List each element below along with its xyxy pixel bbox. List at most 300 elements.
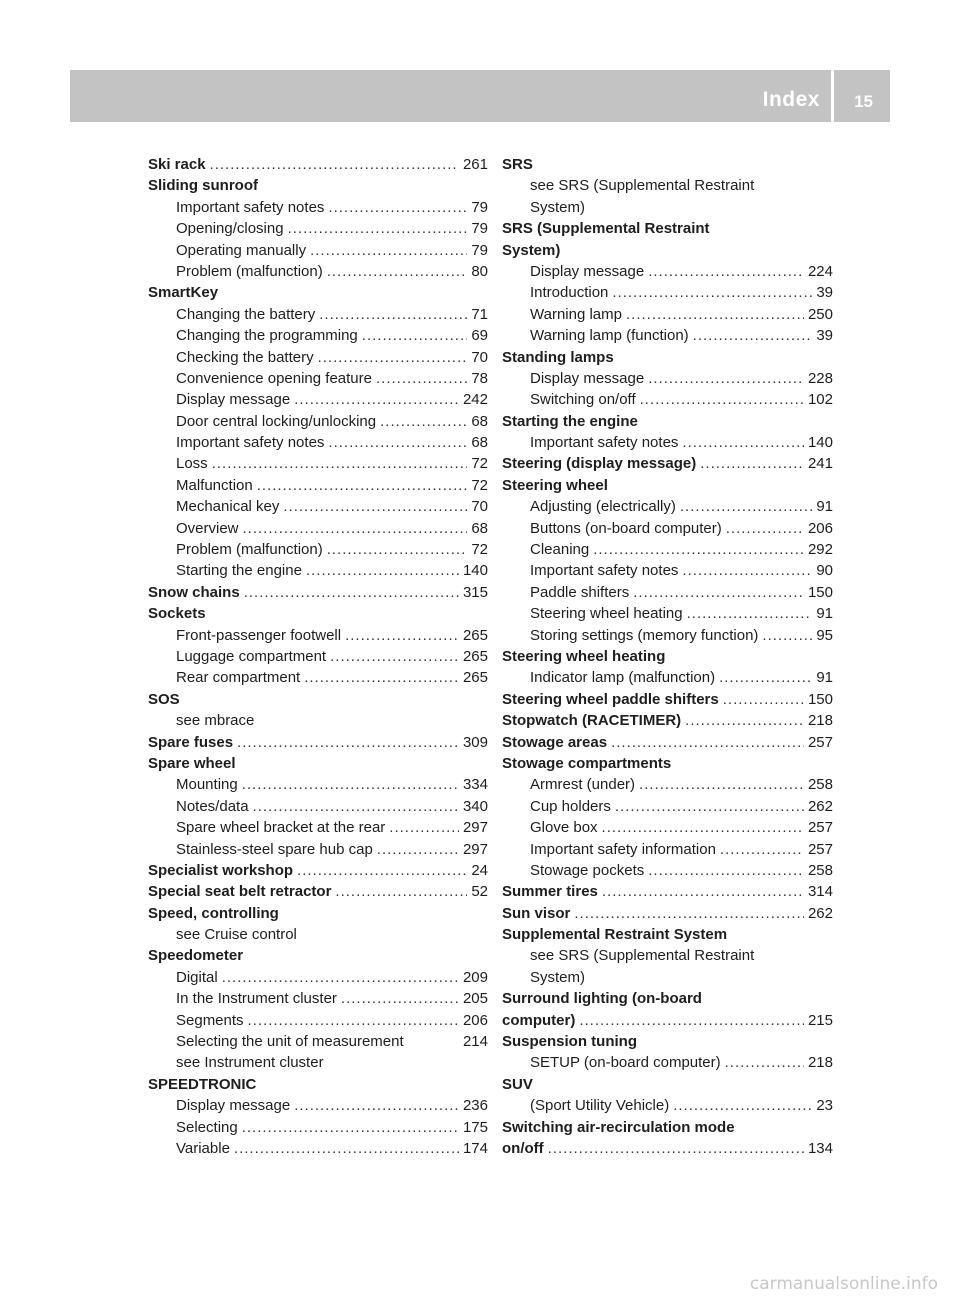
index-subentry: [148, 197, 488, 218]
page-ref: 224: [807, 262, 833, 280]
entry-text: Spare wheel bracket at the rear: [176, 819, 386, 837]
index-subentry: [148, 218, 488, 239]
leader-dots: [341, 988, 459, 1009]
page-ref: 261: [462, 156, 488, 173]
index-subentry: [502, 368, 833, 389]
leader-dots: [700, 453, 804, 474]
index-subentry: [148, 261, 488, 282]
index-entry: [148, 945, 488, 966]
leader-dots: [639, 774, 804, 795]
index-subentry: [502, 175, 833, 196]
leader-dots: [593, 539, 804, 560]
page-ref: 262: [807, 797, 833, 815]
page-ref: 140: [807, 434, 833, 452]
entry-text: Spare wheel: [148, 754, 236, 772]
entry-text: Sockets: [148, 605, 206, 623]
entry-text: Storing settings (memory function): [530, 626, 759, 644]
entry-text: Steering wheel heating: [530, 605, 683, 623]
entry-text: Speed, controlling: [148, 904, 279, 922]
entry-text: Cleaning: [530, 541, 590, 559]
page-ref: 334: [462, 776, 488, 794]
index-subentry: [148, 1095, 488, 1116]
entry-text: Changing the programming: [176, 327, 358, 345]
leader-dots: [330, 646, 459, 667]
page-ref: 79: [471, 198, 488, 216]
index-entry: [148, 603, 488, 624]
leader-dots: [243, 518, 468, 539]
index-subentry: [148, 1117, 488, 1138]
entry-text: Snow chains: [148, 583, 240, 601]
page-ref: 95: [816, 626, 833, 644]
entry-text: Important safety notes: [530, 562, 679, 580]
index-entry: [148, 175, 488, 196]
index-subentry: [148, 1138, 488, 1159]
leader-dots: [294, 1095, 459, 1116]
leader-dots: [719, 667, 812, 688]
leader-dots: [253, 796, 459, 817]
page-ref: 80: [471, 262, 488, 280]
index-entry: [502, 475, 833, 496]
index-entry: [502, 154, 833, 175]
page-header: [70, 70, 890, 122]
index-subentry: [148, 368, 488, 389]
entry-text: Buttons (on-board computer): [530, 519, 722, 537]
entry-text: SRS (Supplemental Restraint: [502, 220, 710, 238]
entry-text: computer): [502, 1011, 576, 1029]
index-subentry: [148, 667, 488, 688]
entry-text: Steering wheel: [502, 476, 608, 494]
index-entry: [502, 1117, 833, 1138]
entry-text: Variable: [176, 1139, 230, 1157]
page-ref: 265: [462, 669, 488, 687]
page-ref: 175: [462, 1118, 488, 1136]
page-ref: 68: [471, 434, 488, 452]
entry-text: Switching air-recirculation mode: [502, 1118, 735, 1136]
index-subentry: [148, 560, 488, 581]
entry-text: Cup holders: [530, 797, 611, 815]
leader-dots: [327, 539, 468, 560]
entry-text: Mounting: [176, 776, 238, 794]
page-ref: 215: [807, 1011, 833, 1029]
page-ref: 309: [462, 733, 488, 751]
index-entry: [148, 689, 488, 710]
page-ref: 174: [462, 1139, 488, 1157]
leader-dots: [640, 389, 804, 410]
page-ref: 205: [462, 990, 488, 1008]
page-ref: 214: [462, 1033, 488, 1051]
leader-dots: [345, 625, 459, 646]
page-ref: 23: [816, 1097, 833, 1115]
entry-text: System): [502, 241, 561, 259]
index-subentry: [502, 1052, 833, 1073]
entry-text: SOS: [148, 690, 180, 708]
leader-dots: [304, 667, 459, 688]
leader-dots: [682, 560, 812, 581]
leader-dots: [319, 304, 467, 325]
entry-text: Ski rack: [148, 156, 206, 173]
entry-text: Problem (malfunction): [176, 541, 323, 559]
entry-text: Starting the engine: [176, 562, 302, 580]
entry-text: Important safety information: [530, 840, 716, 858]
entry-text: Introduction: [530, 284, 609, 302]
entry-text: Adjusting (electrically): [530, 498, 676, 516]
entry-text: Segments: [176, 1011, 244, 1029]
entry-text: Display message: [530, 262, 645, 280]
index-subentry: [148, 240, 488, 261]
index-subentry: [148, 710, 488, 731]
leader-dots: [633, 582, 804, 603]
leader-dots: [611, 732, 804, 753]
entry-text: Display message: [176, 1097, 291, 1115]
index-entry: [502, 689, 833, 710]
entry-text: Loss: [176, 455, 208, 473]
leader-dots: [257, 475, 468, 496]
index-subentry: [502, 796, 833, 817]
page-ref: 70: [471, 498, 488, 516]
index-subentry: [502, 839, 833, 860]
leader-dots: [726, 518, 804, 539]
leader-dots: [648, 860, 804, 881]
leader-dots: [579, 1010, 804, 1031]
page-ref: 91: [816, 498, 833, 516]
leader-dots: [723, 689, 804, 710]
entry-text: Door central locking/unlocking: [176, 412, 377, 430]
page-ref: 79: [471, 241, 488, 259]
entry-text: Stopwatch (RACETIMER): [502, 712, 682, 730]
index-entry: [148, 282, 488, 303]
index-subentry: [502, 432, 833, 453]
index-subentry: [502, 496, 833, 517]
entry-text: Changing the battery: [176, 305, 316, 323]
page-ref: 39: [816, 327, 833, 345]
page-ref: 228: [807, 369, 833, 387]
leader-dots: [237, 732, 459, 753]
leader-dots: [244, 582, 459, 603]
index-entry: [502, 411, 833, 432]
index-column-left: [148, 154, 488, 1159]
entry-text: Starting the engine: [502, 412, 638, 430]
page-ref: 340: [462, 797, 488, 815]
page-ref: 265: [462, 626, 488, 644]
index-subentry: [148, 1052, 488, 1073]
entry-text: Standing lamps: [502, 348, 614, 366]
entry-text: Checking the battery: [176, 348, 314, 366]
leader-dots: [242, 1117, 459, 1138]
entry-text: SmartKey: [148, 284, 219, 302]
index-subentry: [502, 860, 833, 881]
index-entry: [502, 646, 833, 667]
leader-dots: [682, 432, 804, 453]
leader-dots: [673, 1095, 812, 1116]
index-subentry: [148, 1031, 488, 1052]
index-subentry: [148, 774, 488, 795]
page-ref: 72: [471, 476, 488, 494]
leader-dots: [294, 389, 459, 410]
entry-text: Specialist workshop: [148, 861, 294, 879]
index-subentry: [502, 945, 833, 966]
index-subentry: [502, 667, 833, 688]
page-ref: 257: [807, 819, 833, 837]
entry-text: Switching on/off: [530, 391, 636, 409]
entry-text: Indicator lamp (malfunction): [530, 669, 716, 687]
page-ref: 68: [471, 412, 488, 430]
index-subentry: [148, 453, 488, 474]
leader-dots: [680, 496, 812, 517]
page-ref: 39: [816, 284, 833, 302]
index-subentry: [148, 496, 488, 517]
entry-text: Steering (display message): [502, 455, 697, 473]
leader-dots: [725, 1052, 804, 1073]
entry-text: Warning lamp (function): [530, 327, 689, 345]
entry-text: see Instrument cluster: [176, 1054, 324, 1072]
leader-dots: [362, 325, 468, 346]
index-subentry: [502, 325, 833, 346]
index-subentry: [148, 389, 488, 410]
index-subentry: [148, 539, 488, 560]
index-subentry: [502, 582, 833, 603]
entry-text: see Cruise control: [176, 926, 297, 944]
entry-text: Glove box: [530, 819, 598, 837]
entry-text: Overview: [176, 519, 239, 537]
entry-text: Sun visor: [502, 904, 571, 922]
entry-text: Selecting: [176, 1118, 238, 1136]
leader-dots: [242, 774, 459, 795]
page-ref: 258: [807, 776, 833, 794]
index-entry: [502, 881, 833, 902]
entry-text: Warning lamp: [530, 305, 622, 323]
index-subentry: [502, 539, 833, 560]
index-subentry: [148, 518, 488, 539]
entry-text: Important safety notes: [176, 434, 325, 452]
index-subentry: [502, 518, 833, 539]
watermark: carmanualsonline.info: [749, 1274, 938, 1294]
index-subentry: [148, 1010, 488, 1031]
leader-dots: [335, 881, 467, 902]
leader-dots: [574, 903, 804, 924]
index-subentry: [502, 560, 833, 581]
entry-text: Display message: [530, 369, 645, 387]
entry-text: Operating manually: [176, 241, 307, 259]
entry-text: System): [530, 968, 586, 986]
entry-text: System): [530, 198, 586, 216]
entry-text: SETUP (on-board computer): [530, 1054, 721, 1072]
page-ref: 257: [807, 733, 833, 751]
index-entry: [148, 582, 488, 603]
entry-text: Front-passenger footwell: [176, 626, 342, 644]
index-subentry: [148, 304, 488, 325]
entry-text: Notes/data: [176, 797, 249, 815]
leader-dots: [210, 154, 459, 175]
index-entry: [502, 710, 833, 731]
entry-text: Steering wheel heating: [502, 647, 666, 665]
index-entry: [502, 753, 833, 774]
section-title: Index: [762, 88, 820, 111]
index-subentry: [148, 839, 488, 860]
entry-text: SUV: [502, 1075, 533, 1093]
index-entry: [502, 218, 833, 239]
page-ref: 314: [807, 883, 833, 901]
index-subentry: [148, 625, 488, 646]
index-entry: [502, 347, 833, 368]
entry-text: Important safety notes: [176, 198, 325, 216]
entry-text: Opening/closing: [176, 220, 284, 238]
page-ref: 91: [816, 605, 833, 623]
index-entry: [502, 1031, 833, 1052]
index-entry: [502, 1010, 833, 1031]
page-ref: 297: [462, 819, 488, 837]
entry-text: see mbrace: [176, 712, 255, 730]
page-ref: 265: [462, 647, 488, 665]
page-ref: 78: [471, 369, 488, 387]
leader-dots: [222, 967, 459, 988]
page-ref: 218: [807, 712, 833, 730]
leader-dots: [548, 1138, 804, 1159]
entry-text: (Sport Utility Vehicle): [530, 1097, 670, 1115]
leader-dots: [328, 432, 467, 453]
leader-dots: [648, 368, 804, 389]
entry-text: Luggage compartment: [176, 647, 327, 665]
index-entry: [148, 154, 488, 175]
entry-text: Important safety notes: [530, 434, 679, 452]
leader-dots: [376, 368, 467, 389]
leader-dots: [234, 1138, 459, 1159]
page-ref: 209: [462, 968, 488, 986]
page-number: 15: [854, 92, 873, 111]
page-ref: 262: [807, 904, 833, 922]
leader-dots: [212, 453, 468, 474]
entry-text: SPEEDTRONIC: [148, 1075, 257, 1093]
leader-dots: [720, 839, 804, 860]
page-ref: 68: [471, 519, 488, 537]
entry-text: SRS: [502, 156, 533, 173]
leader-dots: [306, 560, 459, 581]
page-ref: 150: [807, 690, 833, 708]
entry-text: Steering wheel paddle shifters: [502, 690, 719, 708]
page-ref: 69: [471, 327, 488, 345]
page-ref: 52: [471, 883, 488, 901]
entry-text: Supplemental Restraint System: [502, 926, 728, 944]
index-entry: [148, 860, 488, 881]
entry-text: Stowage compartments: [502, 754, 672, 772]
page-ref: 102: [807, 391, 833, 409]
entry-text: Suspension tuning: [502, 1033, 637, 1051]
entry-text: Speedometer: [148, 947, 244, 965]
entry-text: Surround lighting (on-board: [502, 990, 702, 1008]
entry-text: Rear compartment: [176, 669, 301, 687]
entry-text: Special seat belt retractor: [148, 883, 332, 901]
page-ref: 257: [807, 840, 833, 858]
entry-text: Summer tires: [502, 883, 598, 901]
entry-text: Problem (malfunction): [176, 262, 323, 280]
page-ref: 79: [471, 220, 488, 238]
index-subentry: [502, 967, 833, 988]
leader-dots: [648, 261, 804, 282]
index-subentry: [148, 988, 488, 1009]
index-subentry: [502, 304, 833, 325]
index-subentry: [148, 817, 488, 838]
index-entry: [502, 240, 833, 261]
index-entry: [148, 753, 488, 774]
entry-text: In the Instrument cluster: [176, 990, 337, 1008]
index-subentry: [502, 817, 833, 838]
page-ref: 24: [471, 861, 488, 879]
page-ref: 150: [807, 583, 833, 601]
index-subentry: [502, 282, 833, 303]
index-subentry: [148, 646, 488, 667]
leader-dots: [389, 817, 459, 838]
index-subentry: [502, 197, 833, 218]
leader-dots: [310, 240, 467, 261]
index-subentry: [148, 967, 488, 988]
index-entry: [502, 903, 833, 924]
page-ref: 91: [816, 669, 833, 687]
leader-dots: [377, 839, 459, 860]
leader-dots: [762, 625, 812, 646]
leader-dots: [283, 496, 467, 517]
index-subentry: [148, 432, 488, 453]
index-column-right: [502, 154, 833, 1159]
page-ref: 292: [807, 541, 833, 559]
index-subentry: [148, 796, 488, 817]
index-subentry: [148, 475, 488, 496]
entry-text: Malfunction: [176, 476, 253, 494]
entry-text: Digital: [176, 968, 218, 986]
page-ref: 250: [807, 305, 833, 323]
entry-text: Stowage areas: [502, 733, 608, 751]
page-ref: 236: [462, 1097, 488, 1115]
entry-text: Stowage pockets: [530, 861, 645, 879]
page-ref: 90: [816, 562, 833, 580]
leader-dots: [297, 860, 467, 881]
page-ref: 206: [807, 519, 833, 537]
entry-text: Sliding sunroof: [148, 177, 258, 195]
page-ref: 140: [462, 562, 488, 580]
leader-dots: [612, 282, 812, 303]
entry-text: see SRS (Supplemental Restraint: [530, 177, 755, 195]
entry-text: see SRS (Supplemental Restraint: [530, 947, 755, 965]
entry-text: Display message: [176, 391, 291, 409]
page-ref: 71: [471, 305, 488, 323]
leader-dots: [288, 218, 468, 239]
leader-dots: [328, 197, 467, 218]
index-entry: [502, 453, 833, 474]
entry-text: Armrest (under): [530, 776, 636, 794]
index-subentry: [148, 924, 488, 945]
index-entry: [148, 881, 488, 902]
leader-dots: [615, 796, 804, 817]
index-subentry: [148, 411, 488, 432]
index-entry: [502, 732, 833, 753]
entry-text: Spare fuses: [148, 733, 234, 751]
entry-text: on/off: [502, 1139, 544, 1157]
entry-text: Mechanical key: [176, 498, 280, 516]
index-entry: [148, 732, 488, 753]
index-entry: [148, 903, 488, 924]
index-entry: [502, 924, 833, 945]
entry-text: Stainless-steel spare hub cap: [176, 840, 373, 858]
entry-text: Convenience opening feature: [176, 369, 372, 387]
leader-dots: [380, 411, 467, 432]
page-ref: 72: [471, 455, 488, 473]
leader-dots: [602, 817, 804, 838]
index-entry: [502, 988, 833, 1009]
header-divider: [831, 70, 834, 122]
page-ref: 242: [462, 391, 488, 409]
index-subentry: [502, 603, 833, 624]
index-entry: [502, 1138, 833, 1159]
index-subentry: [148, 347, 488, 368]
index-entry: [148, 1074, 488, 1095]
